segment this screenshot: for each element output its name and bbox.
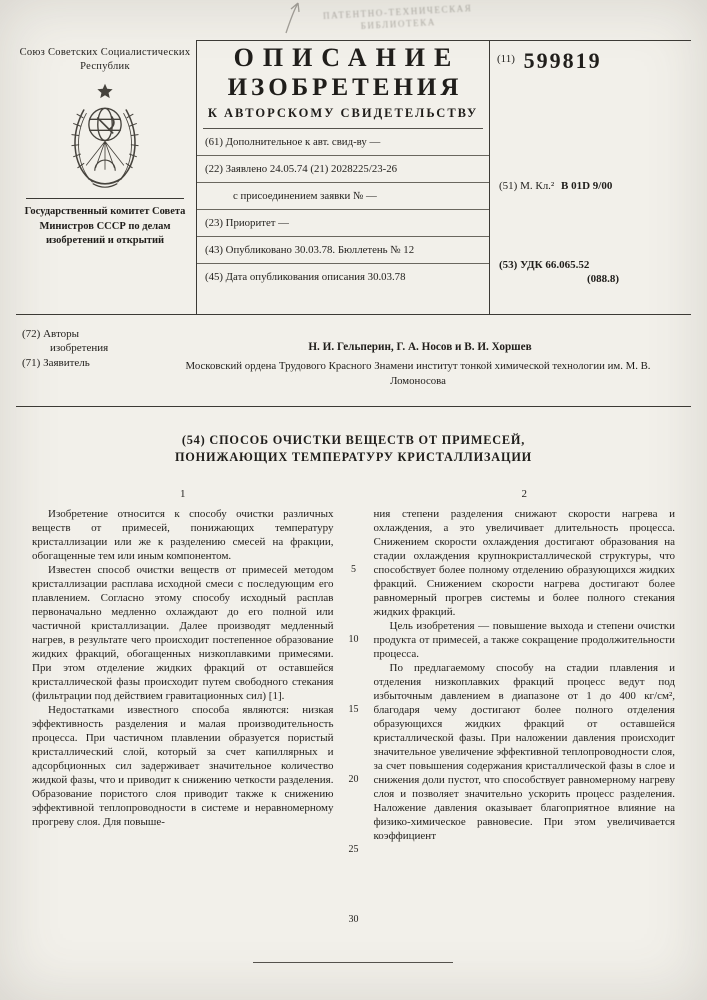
union-name: Союз Советских Социалистических Республик [19, 47, 191, 72]
masthead-subtitle: К АВТОРСКОМУ СВИДЕТЕЛЬСТВУ [203, 106, 483, 129]
body-text [32, 487, 675, 925]
field-23: (23) Приоритет — [197, 210, 489, 237]
applicant-code-label: (71) Заявитель [22, 357, 90, 369]
authors-code-label-2: изобретения [50, 342, 109, 354]
line-number-marker: 10 [348, 634, 359, 645]
field-application: с присоединением заявки № — [197, 183, 489, 210]
body-paragraph: Цель изобретения — повышение выхода и степени очистки продукта от примесей, а также сокращение продолжительности процесса. [373, 620, 675, 660]
stamp-text-line: ПАТЕНТНО-ТЕХНИЧЕСКАЯ [322, 3, 473, 21]
ussr-emblem-icon [62, 82, 148, 194]
text-column-1 [32, 487, 334, 843]
divider-authors-bottom [16, 406, 691, 407]
udc-value: (088.8) [587, 273, 620, 285]
body-paragraph: ния степени разделения снижают скорости нагрева и охлаждения, а это увеличивает длительность процесса. Снижением скорости охлаждения достигают образования на стадии охлаждения крупнокристаллической структуры, что способствует более полному отделению образующихся жидких фракций. Снижением скорости нагрева достигают более равномерный прогрев системы и более полного стекания жидких фракций. [373, 508, 675, 618]
invention-title [100, 432, 607, 466]
divider-header-bottom [16, 314, 691, 315]
publication-number: 599819 [523, 48, 602, 73]
classification-label: (51) М. Кл.² [499, 180, 555, 192]
divider-header-top [196, 40, 691, 41]
divider-page-bottom [253, 962, 453, 963]
column-number: 2 [521, 488, 527, 500]
invention-title-line1: (54) СПОСОБ ОЧИСТКИ ВЕЩЕСТВ ОТ ПРИМЕСЕЙ, [181, 433, 526, 447]
committee-name: Государственный комитет Совета Министров СССР по делам изобретений и открытий [24, 206, 186, 246]
classification-value: B 01D 9/00 [560, 180, 613, 192]
body-paragraph: По предлагаемому способу на стадии плавления и отделения низкоплавких фракций процесс ведут под избыточным давлением в диапазоне от 1 до 400 кг/см², благодаря чему достигают более полного отделения образующихся жидких фракций от оставшейся кристаллической фазы. При наложении давления происходит значительное увеличение эффективной теплопроводности слоя, за счет повышения содержания кристаллической фазы в слое и снижения доли пустот, что способствует равномерному нагреву слоя и позволяет значительно ускорить процесс разделения. Наложение давления оказывает благоприятное влияние на физико-химическое равновесие. При этом увеличивается коэффициент [373, 662, 675, 842]
classification-field [499, 180, 612, 192]
publication-code: (11) [497, 53, 515, 65]
header-middle-column [197, 43, 489, 290]
field-22: (22) Заявлено 24.05.74 (21) 2028225/23-26 [197, 156, 489, 183]
line-number-marker: 30 [348, 914, 359, 925]
line-number-marker: 5 [351, 564, 356, 575]
invention-title-line2: ПОНИЖАЮЩИХ ТЕМПЕРАТУРУ КРИСТАЛЛИЗАЦИИ [174, 450, 533, 464]
field-61: (61) Дополнительное к авт. свид-ву — [197, 129, 489, 156]
body-paragraph: Известен способ очистки веществ от примесей методом кристаллизации расплава исходной смеси с последующим его плавлением. Согласно этому способу исходный расплав первоначально медленно охлаждают до его полной или частичной кристаллизации. Далее производят медленный нагрев, в результате чего происходит постепенное образование жидких фракций, обогащенных низкоплавкими примесями. При этом отделение жидких фракций от оставшейся кристаллической фазы происходит путем свободного стекания (фильтрации под действием гравитационных сил) [1]. [32, 564, 334, 702]
bibliographic-fields [197, 129, 489, 290]
applicant-name: Московский ордена Трудового Красного Знамени институт тонкой химической технологии им. М. В. Ломоносова [185, 360, 651, 387]
stamp-text-line: БИБЛИОТЕКА [360, 17, 437, 31]
authors-names: Н. И. Гельперин, Г. А. Носов и В. И. Хоршев [308, 341, 532, 353]
header-left-column [16, 46, 194, 249]
field-43: (43) Опубликовано 30.03.78. Бюллетень № 12 [197, 237, 489, 264]
udc-label: (53) УДК 66.065.52 [499, 259, 590, 271]
line-number-marker: 25 [348, 844, 359, 855]
line-number-marker: 15 [348, 704, 359, 715]
field-45: (45) Дата опубликования описания 30.03.78 [205, 271, 406, 283]
masthead-title: ИЗОБРЕТЕНИЯ [227, 74, 463, 101]
column-number: 1 [180, 488, 186, 500]
divider-vertical-right [489, 40, 490, 314]
divider-left-column [26, 198, 184, 199]
body-paragraph: Изобретение относится к способу очистки различных веществ от примесей, понижающих температуру кристаллизации или же к разделению смесей на фракции, обогащенные тем или иным компонентом. [32, 508, 334, 562]
text-column-2 [374, 487, 676, 843]
body-paragraph: Недостатками известного способа являются: низкая эффективность разделения и малая производительность процесса. При частичном плавлении образуется пористый кристаллический слой, который за счет капиллярных и адсорбционных сил задерживает значительное количество жидкой фазы, что и приводит к снижению четкости разделения. Образование пористого слоя приводит также к снижению эффективной теплопроводности в системе и неравномерному прогреву слоя. Для повыше- [32, 704, 334, 828]
udc-field [499, 258, 619, 286]
line-number-gutter [334, 487, 374, 925]
library-stamp [298, 1, 499, 35]
masthead-title: ОПИСАНИЕ [233, 43, 461, 72]
line-number-marker: 20 [348, 774, 359, 785]
authors-code-label: (72) Авторы [22, 328, 79, 340]
publication-number-row [497, 48, 693, 74]
header-right-column [497, 48, 693, 285]
